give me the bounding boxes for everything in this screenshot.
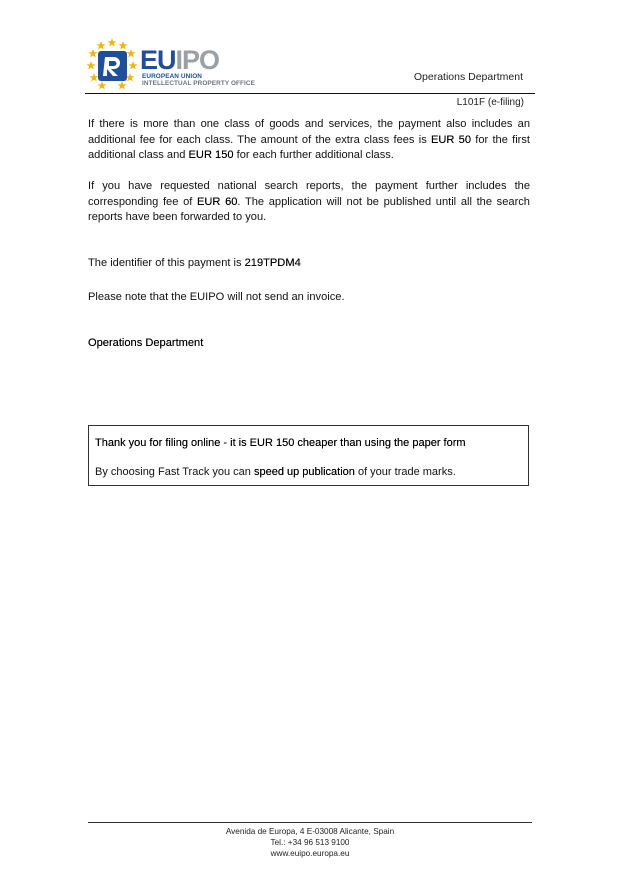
footer-divider — [88, 822, 532, 823]
first-class-fee: EUR 50 — [430, 133, 471, 146]
invoice-note: Please note that the EUIPO will not send an invoice. — [88, 291, 345, 303]
payment-identifier: 219TPDM4 — [244, 257, 301, 269]
footer-address: Avenida de Europa, 4 E-03008 Alicante, Spain — [225, 827, 395, 836]
search-report-fee: EUR 60 — [196, 195, 238, 208]
search-reports-paragraph: If you have requested national search reports, the payment further includes the corresponding fee of EUR 60. The application will not be published until all the search reports have been forwarded to you. — [88, 180, 530, 224]
notice-title: Thank you for filing online - it is EUR 150 cheaper than using the paper form — [95, 437, 466, 449]
notice-body: By choosing Fast Track you can speed up publication of your trade marks. — [95, 466, 456, 478]
class-fees-paragraph: If there is more than one class of goods and services, the payment also includes an additional fee for each class. The amount of the extra class fees is EUR 50 for the first additional class and EUR 150 for each further additional class. — [88, 118, 530, 162]
logo-subtitle-line1: EUROPEAN UNION — [142, 73, 202, 80]
form-reference: L101F (e-filing) — [456, 97, 524, 108]
payment-identifier-line: The identifier of this payment is 219TPDM4 — [88, 257, 301, 269]
logo-subtitle-line2: INTELLECTUAL PROPERTY OFFICE — [142, 80, 255, 87]
signature: Operations Department — [88, 337, 204, 349]
logo-wordmark: EUIPO — [140, 45, 220, 75]
header-divider — [85, 93, 535, 94]
euipo-logo — [84, 36, 274, 94]
header-department: Operations Department — [413, 71, 523, 83]
logo-emblem-icon — [84, 36, 140, 94]
footer-telephone: Tel.: +34 96 513 9100 — [270, 838, 350, 847]
further-class-fee: EUR 150 — [188, 149, 234, 162]
footer-website-link[interactable]: www.euipo.europa.eu — [270, 849, 350, 858]
online-filing-notice — [88, 425, 529, 486]
notice-highlight: speed up publication — [253, 466, 355, 478]
